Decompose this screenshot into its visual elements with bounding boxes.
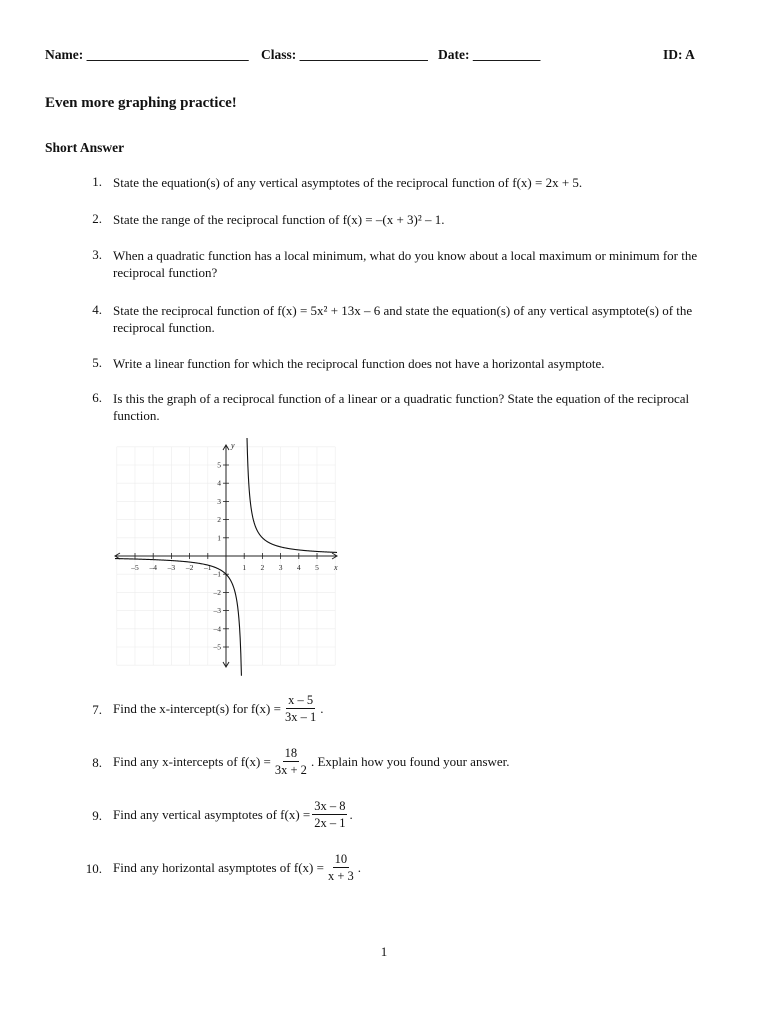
x-tick-label: –3 bbox=[167, 563, 176, 572]
question-text: Write a linear function for which the reciprocal function does not have a horizontal asymptote. bbox=[113, 356, 605, 371]
question-prefix: Find the x-intercept(s) for f(x) = bbox=[113, 701, 281, 716]
reciprocal-function-graph bbox=[110, 438, 342, 676]
fraction bbox=[312, 799, 347, 830]
fraction-numerator: x – 5 bbox=[288, 693, 314, 707]
x-tick-label: 4 bbox=[296, 563, 301, 572]
id-label: ID: A bbox=[663, 47, 695, 62]
fraction-denominator: x + 3 bbox=[327, 869, 354, 883]
fraction bbox=[326, 852, 356, 883]
fraction-numerator: 3x – 8 bbox=[314, 799, 346, 813]
question-number: 10. bbox=[85, 861, 102, 876]
question-text bbox=[113, 799, 353, 830]
fraction bbox=[283, 693, 318, 724]
question-text bbox=[113, 852, 361, 883]
x-tick-label: –4 bbox=[149, 563, 157, 572]
y-axis-label: y bbox=[231, 440, 235, 450]
question-number: 3. bbox=[92, 247, 102, 262]
worksheet-title: Even more graphing practice! bbox=[45, 95, 237, 111]
x-tick-label: –5 bbox=[131, 563, 139, 572]
question-number: 6. bbox=[92, 390, 102, 405]
page-number: 1 bbox=[380, 944, 388, 959]
question-number: 7. bbox=[92, 702, 102, 717]
y-tick-label: 2 bbox=[217, 515, 221, 525]
name-field-label: Name: ________________________ bbox=[45, 47, 249, 62]
section-heading: Short Answer bbox=[45, 140, 125, 155]
x-tick-label: 2 bbox=[260, 563, 265, 572]
fraction-denominator: 2x – 1 bbox=[314, 816, 346, 830]
question-prefix: Find any vertical asymptotes of f(x) = bbox=[113, 807, 311, 822]
fraction-denominator: 3x + 2 bbox=[274, 763, 307, 777]
question-prefix: Find any x-intercepts of f(x) = bbox=[113, 754, 271, 769]
y-tick-label: 5 bbox=[217, 460, 221, 470]
question-text: State the equation(s) of any vertical asymptotes of the reciprocal function of f(x) = 2x + 5. bbox=[113, 175, 583, 190]
fraction-numerator: 18 bbox=[284, 746, 298, 760]
date-field-label: Date: __________ bbox=[438, 47, 541, 62]
x-axis-label: x bbox=[334, 563, 338, 572]
curve-right-branch bbox=[247, 438, 337, 552]
question-text: State the range of the reciprocal function of f(x) = –(x + 3)² – 1. bbox=[113, 212, 445, 227]
x-tick-label: –2 bbox=[185, 563, 194, 572]
question-suffix: . bbox=[320, 701, 324, 716]
question-text: Is this the graph of a reciprocal function of a linear or a quadratic function? State the equation of the reciprocal function. bbox=[113, 391, 690, 423]
y-tick-label: –4 bbox=[213, 624, 221, 634]
y-tick-label: 1 bbox=[217, 533, 221, 543]
y-tick-label: 4 bbox=[217, 478, 221, 488]
question-text bbox=[113, 746, 510, 777]
y-tick-label: –5 bbox=[213, 642, 221, 652]
x-tick-label: 5 bbox=[315, 563, 319, 572]
y-tick-label: –1 bbox=[213, 569, 221, 579]
question-suffix: . Explain how you found your answer. bbox=[310, 754, 510, 769]
curve-left-branch bbox=[115, 559, 241, 676]
question-suffix: . bbox=[357, 860, 362, 875]
question-number: 5. bbox=[92, 355, 102, 370]
question-suffix: . bbox=[349, 807, 353, 822]
graph-axes bbox=[115, 445, 337, 667]
question-text: When a quadratic function has a local minimum, what do you know about a local maximum or minimum for the reciprocal function? bbox=[113, 248, 698, 280]
fraction bbox=[273, 746, 309, 777]
fraction-numerator: 10 bbox=[334, 852, 348, 866]
question-prefix: Find any horizontal asymptotes of f(x) = bbox=[113, 860, 324, 875]
y-tick-label: 3 bbox=[217, 496, 221, 506]
x-tick-label: 1 bbox=[242, 563, 247, 572]
y-tick-label: –2 bbox=[213, 587, 221, 597]
question-number: 2. bbox=[92, 211, 102, 226]
question-number: 1. bbox=[92, 174, 102, 189]
class-field-label: Class: ___________________ bbox=[261, 47, 428, 62]
question-text bbox=[113, 693, 323, 724]
y-tick-label: –3 bbox=[213, 606, 221, 616]
x-tick-label: –1 bbox=[204, 563, 212, 572]
x-tick-label: 3 bbox=[278, 563, 283, 572]
question-text: State the reciprocal function of f(x) = 5x² + 13x – 6 and state the equation(s) of any vertical asymptote(s) of the reciprocal function. bbox=[113, 303, 693, 335]
question-number: 4. bbox=[92, 302, 102, 317]
question-number: 9. bbox=[92, 808, 102, 823]
question-number: 8. bbox=[92, 755, 102, 770]
fraction-denominator: 3x – 1 bbox=[284, 710, 317, 724]
